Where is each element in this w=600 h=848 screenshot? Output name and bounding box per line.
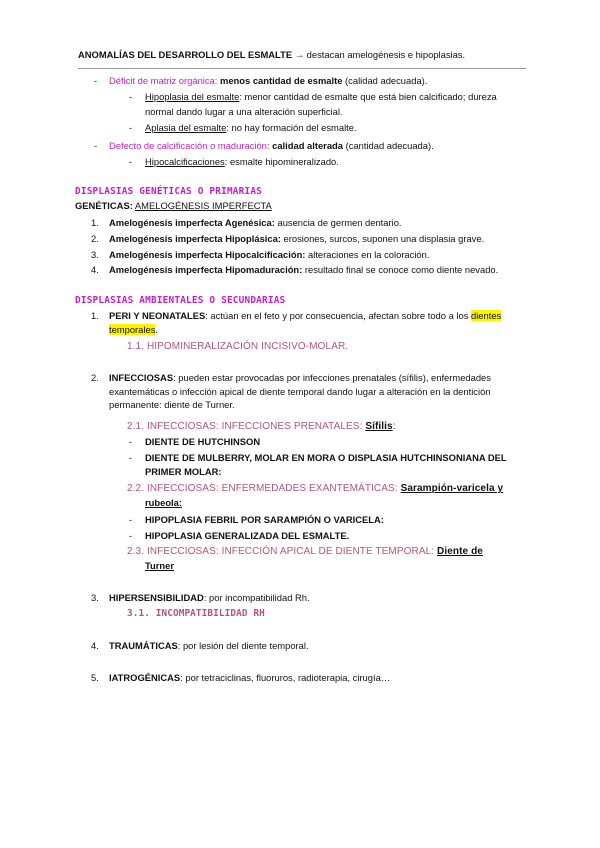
subheading-2-1 [127,420,396,434]
list-item-hipoplasica [109,233,484,246]
subbullet-dash: - [129,122,133,133]
subheading-3-1: 3.1. INCOMPATIBILIDAD RH [127,608,265,619]
subbullet-dash: - [129,436,133,447]
subheading-2-3 [127,545,483,559]
list-item-text-line3: permanente: diente de Turner. [109,399,235,411]
list-item-hipomaduracion [109,264,498,277]
subheading-2-2-cont: rubeola: [145,497,182,508]
genetic-subtitle-underlined: AMELOGÉNESIS IMPERFECTA [134,200,272,211]
header-divider [78,68,526,69]
bullet-dash: - [94,75,98,86]
subheading-text: 2.3. INFECCIOSAS: INFECCIÓN APICAL DE DIENTE TEMPORAL: [127,546,435,557]
subheading-underlined: Diente de [437,546,483,557]
header-text: destacan amelogénesis e hipoplasias. [304,49,466,60]
document-header [78,49,528,62]
list-item-strong: PERI Y NEONATALES [109,310,206,321]
list-number: 4. [91,264,99,275]
item-hipoplasia-febril: HIPOPLASIA FEBRIL POR SARAMPIÓN O VARICELA: [145,514,384,525]
list-item-hipersensibilidad [109,592,310,605]
list-number: 2. [91,372,99,383]
list-number: 5. [91,672,99,683]
list-number: 2. [91,233,99,244]
bullet-calc-label: Defecto de calcificación o maduración: [109,140,270,151]
genetic-subtitle-prefix: GENÉTICAS: [75,200,133,211]
subbullet-aplasia-term: Aplasia del esmalte [145,122,227,133]
bullet-calc-rest: (cantidad adecuada). [343,140,434,151]
bullet-calc [109,140,434,153]
bullet-matrix-rest: (calidad adecuada). [342,75,428,86]
list-item-peri-cont [109,324,158,337]
list-number: 3. [91,592,99,603]
subheading-2-3-cont: Turner [145,560,174,571]
bullet-dash: - [94,140,98,151]
list-item-text: : por lesión del diente temporal. [177,640,309,651]
list-item-strong: Amelogénesis imperfecta Agenésica: [109,217,275,228]
subbullet-hipocalc-line1: : esmalte hipomineralizado. [224,156,339,167]
list-item-hipocalcificacion [109,249,429,262]
bullet-matrix-strong: menos cantidad de esmalte [217,75,343,86]
section-title-environmental: DISPLASIAS AMBIENTALES O SECUNDARIAS [75,295,286,306]
list-item-text: : actúan en el feto y por consecuencia, afectan sobre todo a los [205,310,471,321]
list-item-strong: Amelogénesis imperfecta Hipoplásica: [109,233,281,244]
subbullet-hipocalc-term: Hipocalcificaciones [145,156,225,167]
subheading-underlined: Sarampión-varicela y [400,483,504,494]
subbullet-dash: - [129,156,133,167]
subbullet-hipoplasia-term: Hipoplasia del esmalte [145,91,240,102]
subheading-1-1: 1.1. HIPOMINERALIZACIÓN INCISIVO-MOLAR. [127,341,349,352]
list-item-peri [109,310,501,323]
list-item-text: . [155,324,158,335]
bullet-matrix-label: Déficit de matriz orgánica: [109,75,218,86]
list-number: 3. [91,249,99,260]
list-item-strong: Amelogénesis imperfecta Hipomaduración: [109,264,303,275]
subbullet-dash: - [129,514,133,525]
highlight-temporales: temporales [109,324,156,335]
item-mulberry: DIENTE DE MULBERRY, MOLAR EN MORA O DISPLASIA HUTCHINSONIANA DEL [145,452,507,463]
list-item-text: erosiones, surcos, suponen una displasia grave. [280,233,485,244]
item-mulberry-cont: PRIMER MOLAR: [145,466,222,477]
list-item-strong: IATROGÉNICAS [109,672,181,683]
item-hutchinson: DIENTE DE HUTCHINSON [145,436,261,447]
subbullet-hipoplasia [145,91,497,104]
subheading-2-2 [127,482,503,496]
highlight-dientes: dientes [471,310,502,321]
list-item-text: : por tetraciclinas, fluoruros, radioterapia, cirugía… [180,672,391,683]
subheading-underlined: Sífilis [365,421,393,432]
list-item-strong: Amelogénesis imperfecta Hipocalcificación: [109,249,306,260]
header-arrow: → [294,49,305,60]
subbullet-aplasia-line1: : no hay formación del esmalte. [226,122,357,133]
list-item-agenesica [109,217,402,230]
list-item-infecciosas [109,372,526,412]
list-item-strong: INFECCIOSAS [109,372,174,383]
subbullet-dash: - [129,530,133,541]
subheading-text: 2.2. INFECCIOSAS: ENFERMEDADES EXANTEMÁTICAS: [127,483,398,494]
subbullet-dash: - [129,452,133,463]
list-number: 4. [91,640,99,651]
subbullet-hipoplasia-cont: normal dando lugar a una alteración superficial. [145,106,343,117]
list-item-text: : por incompatibilidad Rh. [203,592,310,603]
list-item-strong: TRAUMÁTICAS [109,640,178,651]
subbullet-hipocalc [145,156,339,169]
section-title-genetic: DISPLASIAS GENÉTICAS O PRIMARIAS [75,186,263,197]
genetic-subtitle [75,200,272,213]
list-number: 1. [91,217,99,228]
list-item-text-line2: exantemáticas o infección apical de diente temporal dando lugar a alteración en la dentición [109,385,491,397]
list-item-text: alteraciones en la coloración. [305,249,430,260]
list-item-strong: HIPERSENSIBILIDAD [109,592,204,603]
subbullet-aplasia [145,122,357,135]
subbullet-dash: - [129,91,133,102]
list-item-text: : pueden estar provocadas por infecciones prenatales (sífilis), enfermedades [173,372,491,383]
list-item-text: ausencia de germen dentario. [274,217,402,228]
subheading-end: : [392,421,396,432]
list-number: 1. [91,310,99,321]
list-item-traumaticas [109,640,309,653]
list-item-text: resultado final se conoce como diente nevado. [302,264,499,275]
item-hipoplasia-generalizada: HIPOPLASIA GENERALIZADA DEL ESMALTE. [145,530,350,541]
bullet-matrix [109,75,427,88]
subheading-text: 2.1. INFECCIOSAS: INFECCIONES PRENATALES: [127,421,363,432]
header-title: ANOMALÍAS DEL DESARROLLO DEL ESMALTE [78,49,293,60]
list-item-iatrogenicas [109,672,390,685]
bullet-calc-strong: calidad alterada [269,140,343,151]
subbullet-hipoplasia-line1: : menor cantidad de esmalte que está bien calcificado; dureza [239,91,497,102]
